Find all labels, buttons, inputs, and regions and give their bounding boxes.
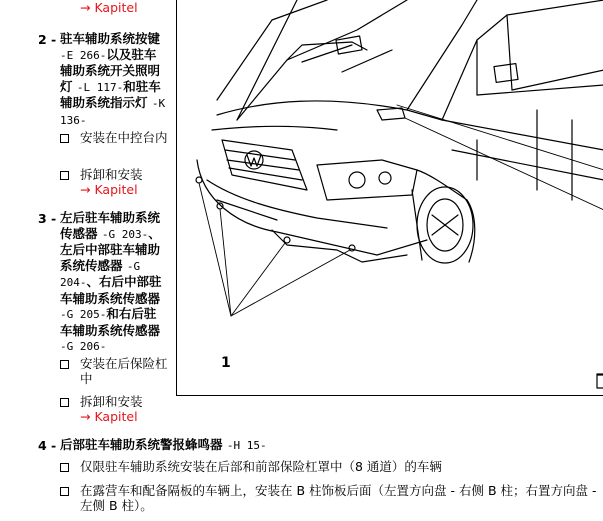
item-3-bullet-2-text: 拆卸和安装 bbox=[80, 394, 143, 409]
item-1-link[interactable]: → Kapitel bbox=[80, 0, 138, 15]
bullet-box-icon bbox=[60, 360, 69, 369]
item-4-bullet-1-text: 仅限驻车辅助系统安装在后部和前部保险杠罩中（8 通道）的车辆 bbox=[80, 459, 442, 474]
bullet-box-icon bbox=[60, 134, 69, 143]
vehicle-figure bbox=[176, 0, 603, 396]
item-3-link[interactable]: → Kapitel bbox=[80, 409, 138, 424]
bullet-box-icon bbox=[60, 487, 69, 496]
item-3-title-text-1: 左后驻车辅助系统传感器 bbox=[60, 210, 161, 241]
item-2-bullet-2 bbox=[60, 167, 170, 197]
item-2-title-text-1: 驻车辅助系统按键 bbox=[60, 31, 161, 46]
item-3-code-g203: -G 203- bbox=[101, 227, 149, 241]
item-2-title-text-3: 和驻车辅助系统指示灯 bbox=[60, 78, 161, 110]
item-2-title bbox=[60, 31, 168, 128]
item-3-code-g206: -G 206- bbox=[60, 340, 107, 353]
item-3-title bbox=[60, 210, 168, 355]
item-4-bullet-2 bbox=[60, 483, 600, 513]
item-2-code-k136: -K 136- bbox=[60, 97, 166, 127]
item-3-bullet-1-text: 安装在后保险杠中 bbox=[80, 356, 168, 386]
item-2-title-text-2: 以及驻车辅助系统开关照明灯 bbox=[60, 46, 161, 94]
bullet-box-icon bbox=[60, 171, 69, 180]
item-3-title-text-4: 和右后驻车辅助系统传感器 bbox=[60, 306, 161, 338]
callout-1: 1 bbox=[221, 355, 231, 371]
item-3-code-g204: -G 204- bbox=[60, 259, 141, 289]
item-3-bullet-2 bbox=[60, 394, 172, 424]
item-4-title bbox=[60, 437, 600, 454]
item-2-bullet-1-text: 安装在中控台内 bbox=[80, 130, 168, 145]
van-front-illustration bbox=[177, 0, 603, 396]
item-4-bullet-2-text: 在露营车和配备隔板的车辆上，安装在 B 柱饰板后面（左置方向盘 - 右侧 B 柱；右置方向盘 - 左侧 B 柱）。 bbox=[80, 483, 597, 513]
item-2-code-e266: -E 266- bbox=[60, 48, 107, 62]
item-4-bullet-1 bbox=[60, 459, 600, 474]
bullet-box-icon bbox=[60, 463, 69, 472]
item-3-title-text-2: 、左后中部驻车辅助系统传感器 bbox=[60, 225, 161, 273]
item-3-number: 3 - bbox=[38, 211, 57, 226]
item-2-link[interactable]: → Kapitel bbox=[80, 182, 138, 197]
bullet-box-icon bbox=[60, 398, 69, 407]
item-3-code-g205: -G 205- bbox=[60, 308, 107, 321]
item-4-code-h15: -H 15- bbox=[226, 439, 267, 452]
item-2-bullet-2-text: 拆卸和安装 bbox=[80, 167, 143, 182]
item-2-code-l117: -L 117- bbox=[76, 80, 124, 94]
item-4-title-text: 后部驻车辅助系统警报蜂鸣器 bbox=[60, 437, 227, 452]
item-3-bullet-1 bbox=[60, 356, 172, 386]
item-2-number: 2 - bbox=[38, 32, 57, 47]
item-4-number: 4 - bbox=[38, 438, 57, 453]
item-3-title-text-3: 、右后中部驻车辅助系统传感器 bbox=[60, 274, 162, 306]
item-2-bullet-1 bbox=[60, 130, 170, 145]
